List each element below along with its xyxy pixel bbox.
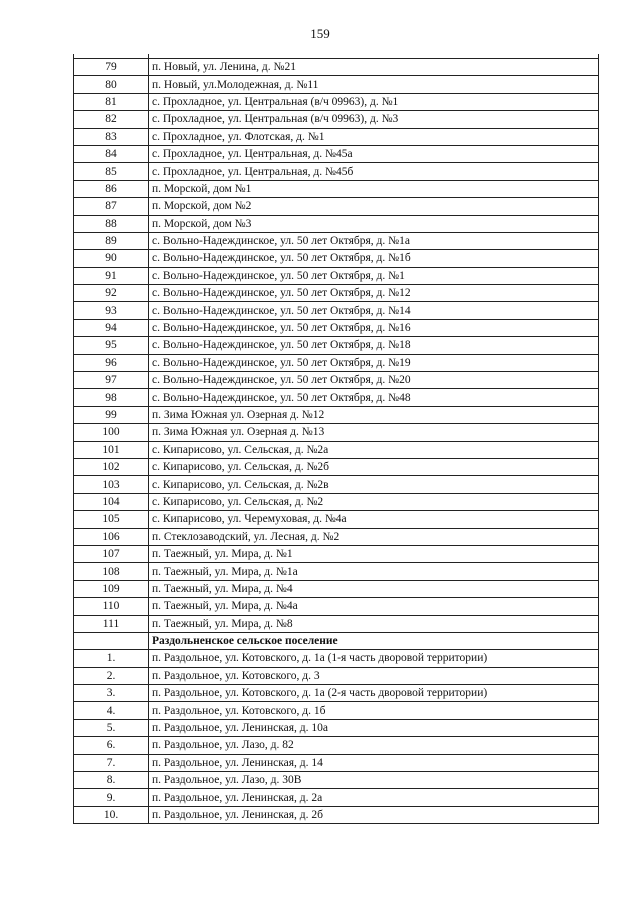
row-address: п. Новый, ул. Ленина, д. №21 [149,59,599,76]
row-address: с. Кипарисово, ул. Сельская, д. №2а [149,441,599,458]
row-address: п. Зима Южная ул. Озерная д. №13 [149,424,599,441]
row-number: 94 [74,319,149,336]
row-address: с. Вольно-Надеждинское, ул. 50 лет Октября, д. №12 [149,285,599,302]
table-row [74,285,599,302]
address-table [73,54,599,824]
table-row [74,59,599,76]
table-row [74,754,599,771]
row-number: 8. [74,772,149,789]
row-address: с. Прохладное, ул. Флотская, д. №1 [149,128,599,145]
table-row [74,163,599,180]
table-row [74,719,599,736]
row-number: 5. [74,719,149,736]
row-number: 7. [74,754,149,771]
table-row [74,180,599,197]
row-number: 83 [74,128,149,145]
row-address: п. Раздольное, ул. Котовского, д. 3 [149,667,599,684]
row-number: 84 [74,145,149,162]
row-address: п. Таежный, ул. Мира, д. №8 [149,615,599,632]
table-row [74,406,599,423]
row-number: 2. [74,667,149,684]
row-address: с. Вольно-Надеждинское, ул. 50 лет Октября, д. №14 [149,302,599,319]
row-number: 97 [74,372,149,389]
row-number: 100 [74,424,149,441]
row-address: с. Кипарисово, ул. Сельская, д. №2б [149,458,599,475]
row-address: п. Раздольное, ул. Котовского, д. 1а (2-я часть дворовой территории) [149,685,599,702]
row-number: 3. [74,685,149,702]
table-row [74,128,599,145]
row-number: 89 [74,232,149,249]
row-number: 108 [74,563,149,580]
row-number: 4. [74,702,149,719]
row-address: п. Раздольное, ул. Котовского, д. 1а (1-я часть дворовой территории) [149,650,599,667]
table-row [74,424,599,441]
section-title: Раздольненское сельское поселение [149,632,599,649]
table-row [74,806,599,823]
row-number: 110 [74,598,149,615]
row-address: с. Вольно-Надеждинское, ул. 50 лет Октября, д. №18 [149,337,599,354]
table-row [74,737,599,754]
table-row [74,580,599,597]
table-row [74,685,599,702]
row-address: с. Кипарисово, ул. Сельская, д. №2 [149,493,599,510]
row-number: 10. [74,806,149,823]
table-row [74,372,599,389]
row-number: 99 [74,406,149,423]
table-row [74,476,599,493]
section-header-row [74,632,599,649]
row-number: 111 [74,615,149,632]
row-address: п. Таежный, ул. Мира, д. №1 [149,545,599,562]
table-row [74,267,599,284]
table-row [74,528,599,545]
row-number: 98 [74,389,149,406]
table-row [74,563,599,580]
row-address: п. Раздольное, ул. Лазо, д. 30В [149,772,599,789]
row-address: с. Вольно-Надеждинское, ул. 50 лет Октября, д. №1а [149,232,599,249]
row-address: с. Вольно-Надеждинское, ул. 50 лет Октября, д. №1 [149,267,599,284]
row-number: 80 [74,76,149,93]
row-number: 107 [74,545,149,562]
row-number: 9. [74,789,149,806]
table-row [74,772,599,789]
row-number: 96 [74,354,149,371]
row-address: с. Вольно-Надеждинское, ул. 50 лет Октября, д. №1б [149,250,599,267]
row-address: п. Морской, дом №3 [149,215,599,232]
row-address: п. Стеклозаводский, ул. Лесная, д. №2 [149,528,599,545]
table-row [74,389,599,406]
address-table-body [74,54,599,824]
table-row [74,667,599,684]
row-number: 102 [74,458,149,475]
row-address: с. Прохладное, ул. Центральная (в/ч 09963), д. №3 [149,111,599,128]
row-number: 106 [74,528,149,545]
row-address: п. Зима Южная ул. Озерная д. №12 [149,406,599,423]
row-number: 88 [74,215,149,232]
table-row [74,441,599,458]
row-number: 93 [74,302,149,319]
table-row [74,250,599,267]
row-number: 101 [74,441,149,458]
row-address: с. Прохладное, ул. Центральная (в/ч 09963), д. №1 [149,93,599,110]
row-address: с. Кипарисово, ул. Сельская, д. №2в [149,476,599,493]
row-number: 79 [74,59,149,76]
table-row [74,702,599,719]
row-number: 95 [74,337,149,354]
table-row [74,545,599,562]
row-number: 91 [74,267,149,284]
table-row [74,302,599,319]
table-row [74,337,599,354]
row-address: п. Морской, дом №2 [149,198,599,215]
table-row [74,458,599,475]
table-row [74,145,599,162]
row-address: п. Раздольное, ул. Ленинская, д. 10а [149,719,599,736]
row-address: с. Вольно-Надеждинское, ул. 50 лет Октября, д. №20 [149,372,599,389]
row-number: 104 [74,493,149,510]
row-address: п. Раздольное, ул. Котовского, д. 1б [149,702,599,719]
row-number: 87 [74,198,149,215]
row-number: 1. [74,650,149,667]
row-number: 105 [74,511,149,528]
row-address: п. Раздольное, ул. Лазо, д. 82 [149,737,599,754]
row-address: п. Таежный, ул. Мира, д. №4 [149,580,599,597]
row-address: с. Вольно-Надеждинское, ул. 50 лет Октября, д. №19 [149,354,599,371]
table-row [74,232,599,249]
row-address: с. Прохладное, ул. Центральная, д. №45б [149,163,599,180]
table-row [74,215,599,232]
table-row [74,198,599,215]
row-number: 82 [74,111,149,128]
page-number: 159 [310,26,330,41]
row-address: с. Вольно-Надеждинское, ул. 50 лет Октября, д. №48 [149,389,599,406]
table-row [74,789,599,806]
row-number: 85 [74,163,149,180]
table-row [74,493,599,510]
row-number: 109 [74,580,149,597]
row-address: п. Раздольное, ул. Ленинская, д. 2б [149,806,599,823]
table-row [74,650,599,667]
row-number: 90 [74,250,149,267]
row-number: 86 [74,180,149,197]
table-row [74,354,599,371]
table-row [74,76,599,93]
row-address: п. Таежный, ул. Мира, д. №4а [149,598,599,615]
table-row [74,615,599,632]
table-row [74,598,599,615]
row-address: с. Прохладное, ул. Центральная, д. №45а [149,145,599,162]
row-number: 103 [74,476,149,493]
row-address: п. Новый, ул.Молодежная, д. №11 [149,76,599,93]
row-number: 92 [74,285,149,302]
row-address: п. Морской, дом №1 [149,180,599,197]
table-row [74,93,599,110]
row-number: 6. [74,737,149,754]
table-row [74,111,599,128]
row-address: п. Раздольное, ул. Ленинская, д. 2а [149,789,599,806]
row-address: п. Раздольное, ул. Ленинская, д. 14 [149,754,599,771]
table-row [74,511,599,528]
row-address: п. Таежный, ул. Мира, д. №1а [149,563,599,580]
table-row [74,319,599,336]
row-address: с. Кипарисово, ул. Черемуховая, д. №4а [149,511,599,528]
row-address: с. Вольно-Надеждинское, ул. 50 лет Октября, д. №16 [149,319,599,336]
row-number: 81 [74,93,149,110]
section-number-cell [74,632,149,649]
